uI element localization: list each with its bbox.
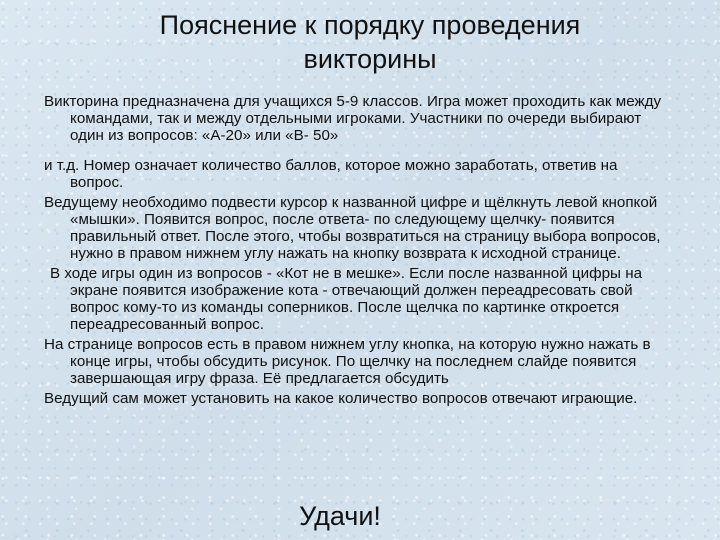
closing-text: Удачи! [299,501,381,531]
paragraph-end-button: На странице вопросов есть в правом нижнем углу кнопка, на которую нужно нажать в конце игры, чтобы обсудить рисунок. По щелчку на последнем слайде появится завершающая игру фраза. Её предлагается обсудить [44,336,651,387]
paragraph-host-instructions: Ведущему необходимо подвести курсор к названной цифре и щёлкнуть левой кнопкой «мышки». Появится вопрос, после ответа- по следующему щелчку- появится правильный ответ. После этого, чтобы возвратиться на страницу выбора вопросов, нужно в правом нижнем углу нажать на кнопку возврата к исходной странице. [44,194,661,262]
paragraph-cat-in-bag: В ходе игры один из вопросов - «Кот не в мешке». Если после названной цифры на экране появится изображение кота - отвечающий должен переадресовать свой вопрос кому-то из команды соперников. После щелчка по картинке откроется переадресованный вопрос. [50,265,643,333]
paragraph-question-count: Ведущий сам может установить на какое количество вопросов отвечают играющие. [44,390,638,407]
slide-body [44,93,674,410]
slide-title-line2: викторины [303,44,437,74]
paragraph-score-meaning: и т.д. Номер означает количество баллов, которое можно заработать, ответив на вопрос. [44,157,618,191]
slide-title-line1: Пояснение к порядку проведения [159,10,581,40]
paragraph-intro: Викторина предназначена для учащихся 5-9 классов. Игра может проходить как между командами, так и между отдельными игроками. Участники по очереди выбирают один из вопросов: «А-20» или «В- 50» [44,93,662,144]
slide-title [70,8,670,76]
